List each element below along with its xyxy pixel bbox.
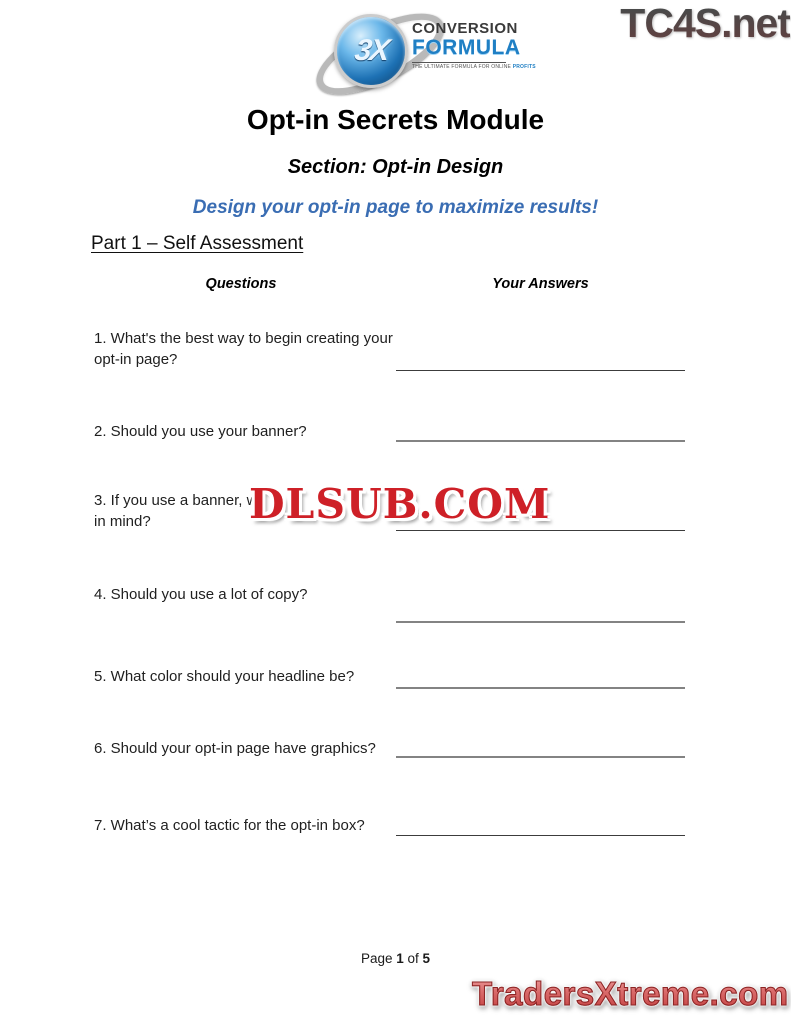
tagline-text: Design your opt-in page to maximize results!: [192, 197, 599, 218]
question-1-line1: 1. What's the best way to begin creating your: [94, 330, 393, 347]
logo-tagline-accent: PROFITS: [512, 64, 536, 70]
column-header-questions: Questions: [205, 276, 277, 292]
question-3-line2: in mind?: [94, 513, 151, 530]
logo-badge-text: 3X: [352, 34, 390, 67]
answer-line-4: [396, 621, 685, 623]
logo-tagline: [412, 62, 536, 70]
logo-tagline-main: THE ULTIMATE FORMULA FOR ONLINE: [412, 64, 512, 70]
question-2-text: [94, 421, 409, 442]
answer-line-6: [396, 756, 685, 758]
center-watermark: DLSUB.COM: [249, 480, 551, 528]
column-header-answers: Your Answers: [492, 276, 589, 292]
question-4-text: [94, 584, 409, 605]
logo-brand-line2: FORMULA: [412, 36, 521, 59]
logo-wordmark: [412, 20, 536, 70]
answer-line-5: [396, 687, 685, 689]
question-2-line1: 2. Should you use your banner?: [94, 423, 307, 440]
question-1-line2: opt-in page?: [94, 351, 178, 368]
answer-line-2: [396, 440, 685, 442]
page-title: Opt-in Secrets Module: [246, 104, 545, 135]
page-number-current: 1: [396, 951, 404, 966]
page-number: [0, 951, 791, 966]
question-6-line1: 6. Should your opt-in page have graphics?: [94, 740, 376, 757]
question-7-text: [94, 815, 409, 836]
logo-3x-sphere-icon: [334, 14, 408, 88]
question-4-line1: 4. Should you use a lot of copy?: [94, 586, 308, 603]
question-7-line1: 7. What’s a cool tactic for the opt-in box?: [94, 817, 365, 834]
section-heading: Section: Opt-in Design: [287, 156, 504, 178]
bottom-watermark: TradersXtreme.com: [472, 975, 789, 1012]
question-5-line1: 5. What color should your headline be?: [94, 668, 355, 685]
logo-brand-line1: CONVERSION: [412, 20, 518, 37]
question-1-text: [94, 328, 409, 370]
part-heading: Part 1 – Self Assessment: [91, 233, 304, 254]
answer-line-3: [396, 530, 685, 531]
conversion-formula-logo: [316, 4, 536, 90]
answer-line-1: [396, 370, 685, 371]
page-number-total: 5: [422, 951, 431, 966]
top-watermark: TC4S.net: [590, 0, 790, 50]
page-number-prefix: Page: [360, 951, 393, 966]
answer-line-7: [396, 835, 685, 836]
question-5-text: [94, 666, 409, 687]
question-3-line1: 3. If you use a banner, wh: [94, 492, 266, 509]
question-6-text: [94, 738, 409, 759]
page-number-mid: of: [407, 951, 419, 966]
